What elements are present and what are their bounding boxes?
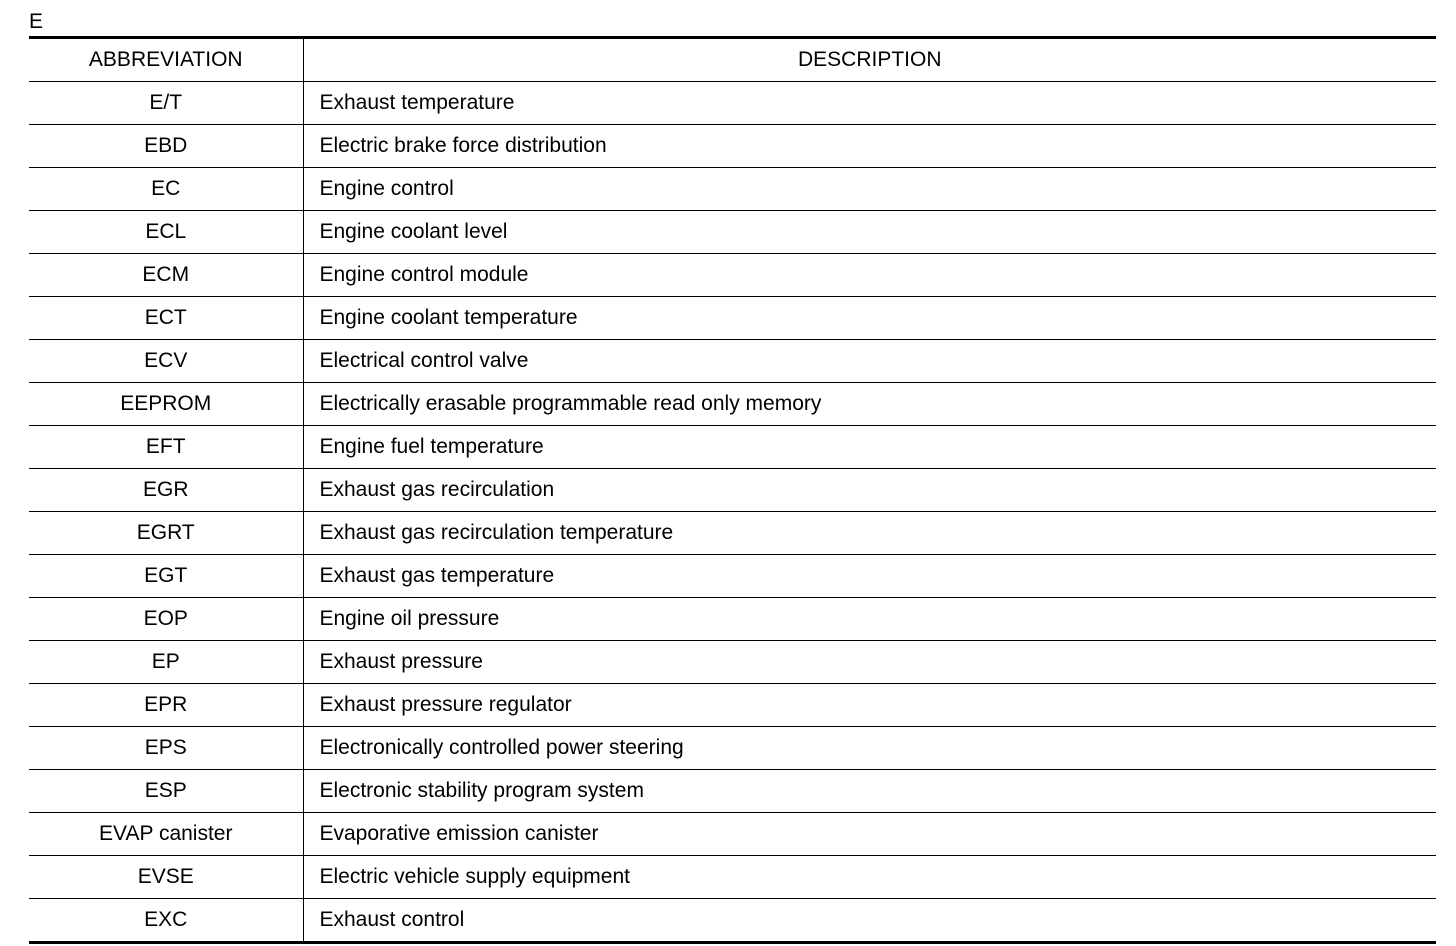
table-row bbox=[29, 555, 1436, 598]
description-cell: Electronically controlled power steering bbox=[303, 727, 1436, 770]
section-letter: E bbox=[29, 10, 44, 33]
abbreviation-cell: EGT bbox=[29, 555, 303, 598]
abbreviation-cell: EVAP canister bbox=[29, 813, 303, 856]
description-cell: Electronic stability program system bbox=[303, 770, 1436, 813]
table-row bbox=[29, 684, 1436, 727]
abbreviation-cell: ECM bbox=[29, 254, 303, 297]
description-cell: Electric vehicle supply equipment bbox=[303, 856, 1436, 899]
abbreviation-table-container bbox=[29, 36, 1436, 944]
table-row bbox=[29, 383, 1436, 426]
abbreviation-cell: EFT bbox=[29, 426, 303, 469]
table-row bbox=[29, 340, 1436, 383]
table-row bbox=[29, 856, 1436, 899]
description-cell: Engine control bbox=[303, 168, 1436, 211]
abbreviation-cell: EOP bbox=[29, 598, 303, 641]
table-row bbox=[29, 598, 1436, 641]
abbreviation-cell: EP bbox=[29, 641, 303, 684]
table-row bbox=[29, 469, 1436, 512]
abbreviation-cell: E/T bbox=[29, 82, 303, 125]
table-row bbox=[29, 211, 1436, 254]
description-cell: Exhaust pressure regulator bbox=[303, 684, 1436, 727]
abbreviation-cell: EEPROM bbox=[29, 383, 303, 426]
description-cell: Evaporative emission canister bbox=[303, 813, 1436, 856]
abbreviation-cell: ECV bbox=[29, 340, 303, 383]
description-cell: Exhaust pressure bbox=[303, 641, 1436, 684]
table-row bbox=[29, 297, 1436, 340]
description-cell: Electrical control valve bbox=[303, 340, 1436, 383]
table-row bbox=[29, 899, 1436, 943]
abbreviation-cell: EGRT bbox=[29, 512, 303, 555]
description-cell: Exhaust gas recirculation temperature bbox=[303, 512, 1436, 555]
abbreviation-cell: EGR bbox=[29, 469, 303, 512]
table-row bbox=[29, 82, 1436, 125]
description-cell: Exhaust gas temperature bbox=[303, 555, 1436, 598]
table-header-row bbox=[29, 38, 1436, 82]
table-row bbox=[29, 727, 1436, 770]
description-cell: Exhaust temperature bbox=[303, 82, 1436, 125]
description-cell: Engine oil pressure bbox=[303, 598, 1436, 641]
description-cell: Electric brake force distribution bbox=[303, 125, 1436, 168]
description-cell: Exhaust gas recirculation bbox=[303, 469, 1436, 512]
table-body bbox=[29, 82, 1436, 943]
description-cell: Engine coolant level bbox=[303, 211, 1436, 254]
table-row bbox=[29, 770, 1436, 813]
table-row bbox=[29, 168, 1436, 211]
table-row bbox=[29, 512, 1436, 555]
abbreviation-cell: ECT bbox=[29, 297, 303, 340]
description-cell: Engine coolant temperature bbox=[303, 297, 1436, 340]
table-row bbox=[29, 426, 1436, 469]
abbreviation-cell: ECL bbox=[29, 211, 303, 254]
column-header-description: DESCRIPTION bbox=[303, 38, 1436, 82]
abbreviation-cell: EXC bbox=[29, 899, 303, 943]
abbreviation-cell: ESP bbox=[29, 770, 303, 813]
abbreviation-cell: EPS bbox=[29, 727, 303, 770]
description-cell: Exhaust control bbox=[319, 908, 465, 931]
table-row bbox=[29, 813, 1436, 856]
description-cell: Engine fuel temperature bbox=[303, 426, 1436, 469]
description-cell: Engine control module bbox=[303, 254, 1436, 297]
description-cell: Electrically erasable programmable read only memory bbox=[303, 383, 1436, 426]
table-row bbox=[29, 254, 1436, 297]
abbreviation-cell: EBD bbox=[29, 125, 303, 168]
table-row bbox=[29, 125, 1436, 168]
table-row bbox=[29, 641, 1436, 684]
abbreviation-cell: EPR bbox=[29, 684, 303, 727]
abbreviation-cell: EC bbox=[29, 168, 303, 211]
abbreviation-cell: EVSE bbox=[29, 856, 303, 899]
column-header-abbreviation: ABBREVIATION bbox=[29, 38, 303, 82]
abbreviation-table bbox=[29, 36, 1436, 944]
